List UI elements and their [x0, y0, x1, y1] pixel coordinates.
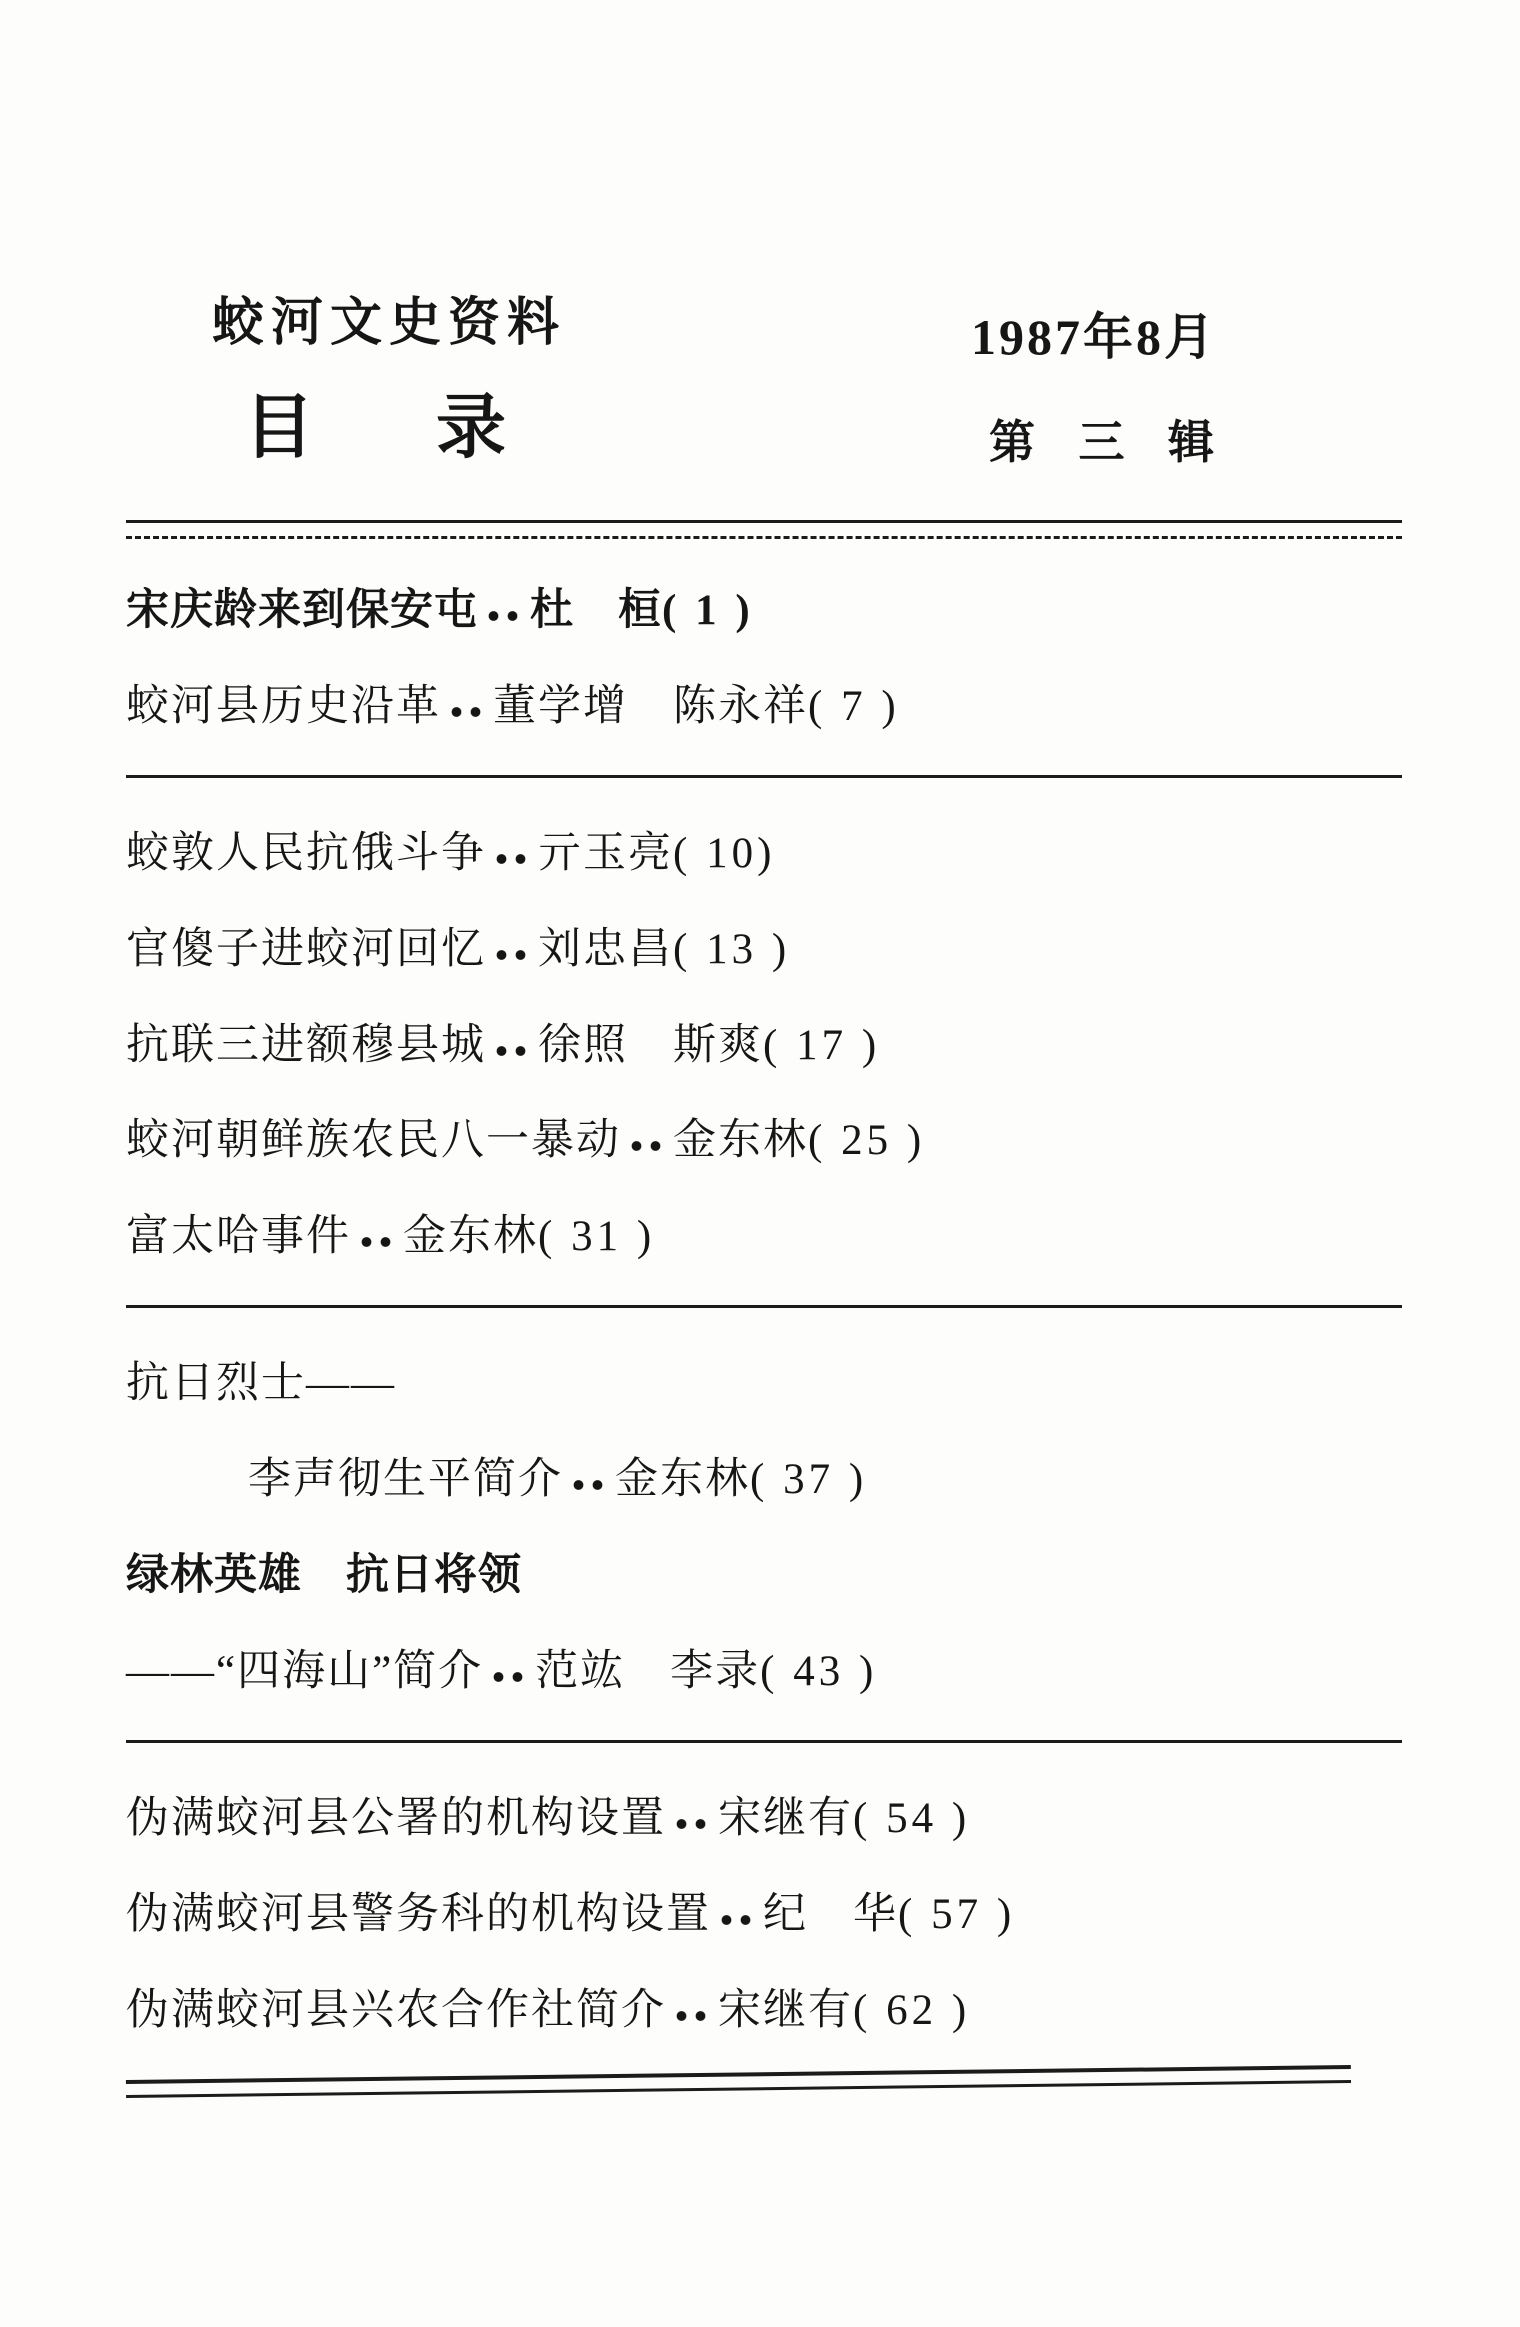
entry-page: ( 37 ): [750, 1456, 868, 1504]
bottom-double-rule: [126, 2066, 1351, 2099]
entry-page: ( 25 ): [808, 1117, 926, 1165]
dot-leader: [569, 1478, 609, 1492]
toc-entry: [126, 1209, 1402, 1265]
dot-leader: [492, 948, 532, 962]
toc-entry: [126, 1452, 1402, 1508]
toc-entry: [126, 922, 1402, 978]
toc-entry: [126, 826, 1402, 882]
volume-label: 第 三 辑: [989, 417, 1230, 468]
dot-leader: [447, 705, 487, 719]
entry-title: 抗日烈士——: [126, 1360, 396, 1408]
entry-authors: 杜 桓: [530, 587, 662, 634]
toc-entry: [126, 679, 1402, 735]
toc-title: 目 录: [244, 390, 532, 467]
entry-page: ( 7 ): [808, 682, 900, 730]
entry-authors: 金东林: [615, 1456, 750, 1504]
header-double-rule: [126, 520, 1402, 539]
toc-entry: [126, 1644, 1402, 1700]
entry-page: ( 13 ): [673, 925, 791, 973]
issue-date: 1987年8月: [971, 309, 1217, 365]
dot-leader: [717, 1913, 757, 1927]
entry-title: 蛟敦人民抗俄斗争: [126, 829, 486, 877]
entry-authors: 亓玉亮: [538, 829, 673, 877]
toc: [126, 583, 1402, 2038]
entry-authors: 范竑 李录: [535, 1647, 761, 1695]
entry-authors: 徐照 斯爽: [538, 1021, 763, 1069]
dot-leader: [489, 1670, 529, 1684]
header-right: [971, 298, 1402, 466]
toc-entry: [126, 1983, 1402, 2039]
entry-title: 蛟河朝鲜族农民八一暴动: [126, 1117, 621, 1165]
entry-title: 官傻子进蛟河回忆: [126, 925, 486, 973]
entry-page: ( 10): [673, 829, 776, 877]
section-divider: [126, 775, 1402, 778]
entry-title: 伪满蛟河县警务科的机构设置: [126, 1890, 711, 1938]
toc-entry: [126, 1018, 1402, 1074]
toc-section: [126, 583, 1402, 735]
entry-title: 绿林英雄 抗日将领: [126, 1552, 522, 1600]
entry-authors: 董学增 陈永祥: [493, 682, 808, 730]
entry-page: ( 62 ): [853, 1986, 971, 2034]
entry-title: 抗联三进额穆县城: [126, 1021, 486, 1069]
toc-section: [126, 1356, 1402, 1700]
dot-leader: [357, 1235, 397, 1249]
toc-entry: [126, 1548, 1402, 1604]
entry-authors: 宋继有: [718, 1986, 853, 2034]
series-title: 蛟河文史资料: [212, 295, 567, 352]
entry-authors: 金东林: [673, 1117, 808, 1165]
page-header: [126, 295, 1402, 468]
entry-title: 伪满蛟河县公署的机构设置: [126, 1794, 666, 1842]
entry-page: ( 31 ): [538, 1213, 656, 1261]
toc-entry: [126, 1113, 1402, 1169]
entry-authors: 纪 华: [763, 1890, 898, 1938]
toc-section: [126, 826, 1402, 1265]
entry-title: 蛟河县历史沿革: [126, 682, 441, 730]
entry-title: 宋庆龄来到保安屯: [126, 587, 478, 634]
toc-section: [126, 1791, 1402, 2039]
dot-leader: [492, 1044, 532, 1058]
entry-title: 李声彻生平简介: [248, 1456, 563, 1504]
dot-leader: [492, 852, 532, 866]
entry-title: 伪满蛟河县兴农合作社简介: [126, 1986, 666, 2034]
dot-leader: [627, 1139, 667, 1153]
dot-leader: [484, 609, 524, 623]
toc-entry: [126, 583, 1402, 639]
header-left: [126, 295, 567, 467]
entry-page: ( 57 ): [898, 1890, 1016, 1938]
entry-authors: 刘忠昌: [538, 925, 673, 973]
dot-leader: [672, 2009, 712, 2023]
toc-entry: [126, 1791, 1402, 1847]
entry-page: ( 43 ): [760, 1647, 878, 1695]
entry-page: ( 17 ): [763, 1021, 881, 1069]
section-divider: [126, 1305, 1402, 1308]
toc-entry: [126, 1887, 1402, 1943]
entry-title: 富太哈事件: [126, 1213, 351, 1261]
entry-page: ( 1 ): [662, 587, 754, 634]
entry-title: ——“四海山”简介: [126, 1647, 484, 1695]
entry-authors: 金东林: [403, 1213, 538, 1261]
entry-authors: 宋继有: [718, 1794, 853, 1842]
toc-entry: [126, 1356, 1402, 1412]
entry-page: ( 54 ): [853, 1794, 971, 1842]
section-divider: [126, 1740, 1402, 1743]
dot-leader: [672, 1817, 712, 1831]
